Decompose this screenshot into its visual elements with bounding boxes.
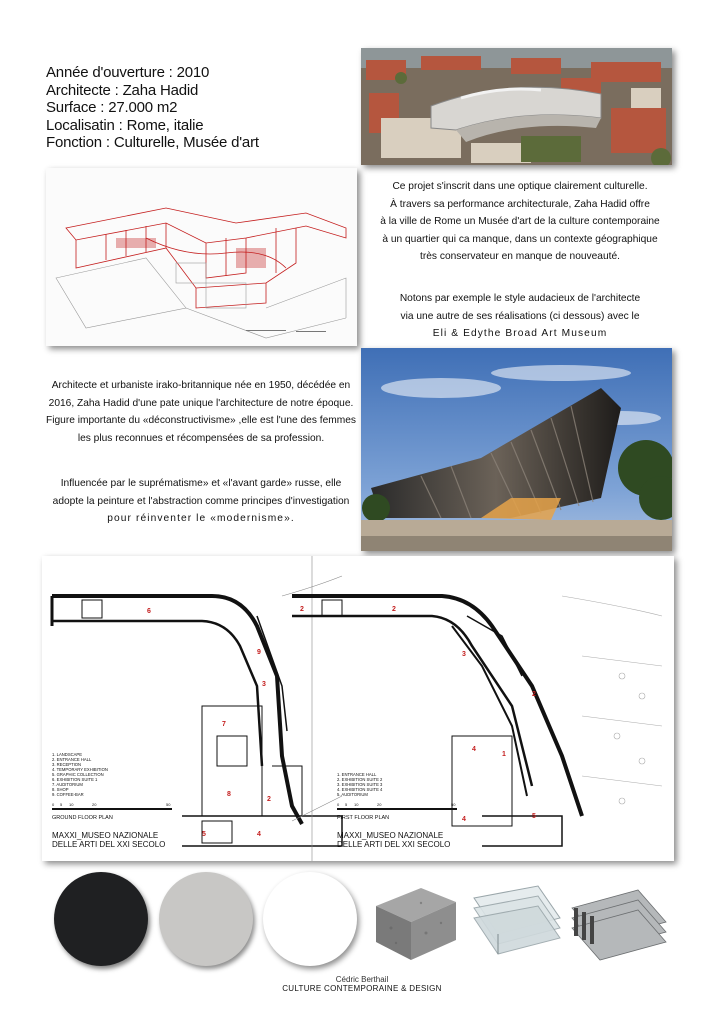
influence-line-2: adopte la peinture et l'abstraction comme principes d'investigation [52,495,350,507]
svg-text:9: 9 [257,649,261,656]
scale-tick: 50 [166,802,171,807]
ground-museum-title: MAXXI_MUSEO NAZIONALE [52,831,159,840]
first-legend-item: 2. EXHIBITION SUITE 2 [337,777,383,782]
scale-tick: 20 [92,802,97,807]
svg-text:1: 1 [502,751,506,758]
ground-legend-item: 3. RECEPTION [52,762,82,767]
svg-text:2: 2 [532,691,536,698]
first-legend-item: 3. EXHIBITION SUITE 3 [337,782,383,787]
intro-line-5: très conservateur en manque de nouveauté. [420,251,620,262]
ground-legend-item: 5. GRAPHIC COLLECTION [52,772,104,777]
svg-text:4: 4 [472,746,476,753]
fact-location: Localisatin : Rome, italie [46,116,204,134]
first-museum-subtitle: DELLE ARTI DEL XXI SECOLO [337,840,451,849]
bio-line-1: Architecte et urbaniste irako-britannique née en 1950, décédée en [51,380,351,391]
example-paragraph [361,290,679,343]
ground-legend-item: 7. AUDITORIUM [52,782,83,787]
project-facts [46,64,346,152]
footer-course: CULTURE CONTEMPORAINE & DESIGN [282,984,442,993]
bio-line-2: 2016, Zaha Hadid d'une pate unique l'architecture de notre époque. [48,397,354,409]
example-line-3: Eli & Edythe Broad Art Museum [432,328,608,339]
ground-plan-title: GROUND FLOOR PLAN [52,815,113,821]
svg-text:3: 3 [462,651,466,658]
influence-paragraph [40,475,362,528]
svg-text:5: 5 [202,831,206,838]
ground-legend-item: 6. EXHIBITION SUITE 1 [52,777,98,782]
first-museum-title: MAXXI_MUSEO NAZIONALE [337,831,444,840]
ground-legend-item: 9. COFFEE-BAR [52,792,84,797]
first-legend-item: 5. AUDITORIUM [337,792,368,797]
bio-line-4: les plus reconnues et récompensées de sa profession. [77,432,325,444]
intro-paragraph [361,178,679,266]
glass-panels-icon [468,878,564,966]
footer [0,975,724,993]
svg-text:7: 7 [222,721,226,728]
axonometric-drawing [46,168,357,346]
white-swatch [263,872,357,966]
floor-plans [42,556,674,861]
scale-tick: 50 [451,802,456,807]
scale-tick: 20 [377,802,382,807]
footer-author: Cédric Berthail [335,975,389,984]
first-legend-item: 1. ENTRANCE HALL [337,772,377,777]
example-line-2: via une autre de ses réalisations (ci dessous) avec le [400,310,640,322]
steel-beams-icon [568,878,670,966]
svg-text:4: 4 [462,816,466,823]
intro-line-4: à un quartier qui ca manque, dans un contexte géographique [382,233,658,245]
ground-legend-item: 1. LANDSCAPE [52,752,83,757]
black-concrete-swatch [54,872,148,966]
influence-line-3: pour réinventer le «modernisme». [107,513,295,524]
scale-tick: 10 [69,802,74,807]
svg-text:4: 4 [257,831,261,838]
concrete-block-icon [366,878,462,966]
scale-tick: 5 [345,802,348,807]
fact-function: Fonction : Culturelle, Musée d'art [46,134,259,151]
scale-tick: 0 [337,802,340,807]
example-line-1: Notons par exemple le style audacieux de l'architecte [399,293,641,304]
bio-paragraph [40,377,362,447]
aerial-photo [361,48,672,165]
fact-architect: Architecte : Zaha Hadid [46,81,199,99]
bio-line-3: Figure importante du «déconstructivisme» ,elle est l'une des femmes [46,415,356,426]
intro-line-3: à la ville de Rome un Musée d'art de la culture contemporaine [380,216,660,227]
ground-legend-item: 2. ENTRANCE HALL [52,757,92,762]
ground-legend-item: 4. TEMPORARY EXHIBITION [52,767,108,772]
scale-tick: 0 [52,802,55,807]
svg-text:5: 5 [532,813,536,820]
fact-surface: Surface : 27.000 m2 [46,99,178,116]
ground-legend-item: 8. SHOP [52,787,69,792]
intro-line-1: Ce projet s'inscrit dans une optique clairement culturelle. [392,181,648,192]
fact-opening-year: Année d'ouverture : 2010 [46,64,210,81]
intro-line-2: À travers sa performance architecturale, Zaha Hadid offre [390,198,650,210]
svg-text:8: 8 [227,791,231,798]
first-plan-title: FIRST FLOOR PLAN [337,815,390,821]
scale-tick: 5 [60,802,63,807]
scale-tick: 10 [354,802,359,807]
broad-museum-photo [361,348,672,551]
svg-text:3: 3 [262,681,266,688]
influence-line-1: Influencée par le suprématisme» et «l'avant garde» russe, elle [60,478,342,489]
ground-museum-subtitle: DELLE ARTI DEL XXI SECOLO [52,840,166,849]
svg-text:2: 2 [392,606,396,613]
svg-text:2: 2 [300,606,304,613]
grey-swatch [159,872,253,966]
first-legend-item: 4. EXHIBITION SUITE 4 [337,787,383,792]
svg-text:6: 6 [147,608,151,615]
svg-text:2: 2 [267,796,271,803]
